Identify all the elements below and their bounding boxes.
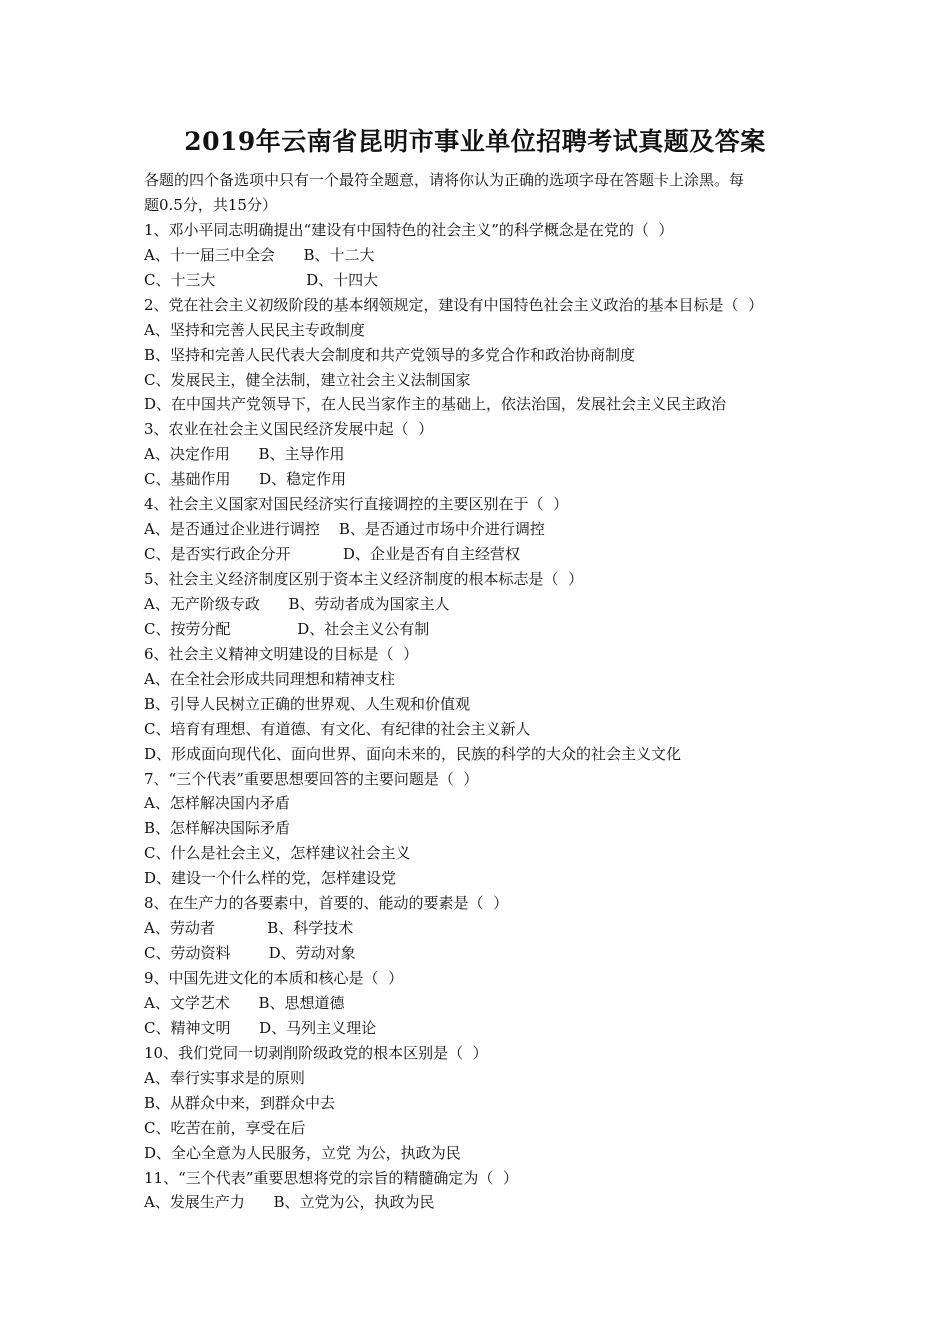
option-line: B、从群众中来，到群众中去 <box>144 1093 336 1112</box>
question-11: 11、“三个代表”重要思想将党的宗旨的精髓确定为（ ） <box>144 1168 518 1187</box>
option-line: C、吃苦在前，享受在后 <box>144 1118 306 1137</box>
option-line: A、怎样解决国内矛盾 <box>144 794 290 813</box>
options-line: C、基础作用 D、稳定作用 <box>144 470 347 489</box>
question-6: 6、社会主义精神文明建设的目标是（ ） <box>144 644 419 663</box>
options-line: A、是否通过企业进行调控 B、是否通过市场中介进行调控 <box>144 520 545 539</box>
options-line: C、是否实行政企分开 D、企业是否有自主经营权 <box>144 545 520 564</box>
options-line: C、按劳分配 D、社会主义公有制 <box>144 619 430 638</box>
option-line: A、坚持和完善人民民主专政制度 <box>144 320 365 339</box>
question-5: 5、社会主义经济制度区别于资本主义经济制度的根本标志是（ ） <box>144 570 584 588</box>
question-2: 2、党在社会主义初级阶段的基本纲领规定，建设有中国特色社会主义政治的基本目标是（ ） <box>144 295 764 314</box>
option-line: A、在全社会形成共同理想和精神支柱 <box>144 669 395 688</box>
options-line: A、劳动者 B、科学技术 <box>144 919 354 938</box>
document-title: 2019年云南省昆明市事业单位招聘考试真题及答案 <box>184 127 766 156</box>
options-line: C、十三大 D、十四大 <box>144 270 379 289</box>
option-line: C、发展民主，健全法制，建立社会主义法制国家 <box>144 370 471 389</box>
options-line: A、十一届三中全会 B、十二大 <box>144 245 375 264</box>
option-line: A、奉行实事求是的原则 <box>144 1068 305 1087</box>
option-line: C、什么是社会主义，怎样建议社会主义 <box>144 844 411 863</box>
intro-line: 题0.5分，共15分） <box>144 195 277 214</box>
options-line: A、无产阶级专政 B、劳动者成为国家主人 <box>144 594 450 613</box>
option-line: C、培育有理想、有道德、有文化、有纪律的社会主义新人 <box>144 719 531 738</box>
option-line: D、在中国共产党领导下，在人民当家作主的基础上，依法治国，发展社会主义民主政治 <box>144 395 727 414</box>
question-4: 4、社会主义国家对国民经济实行直接调控的主要区别在于（ ） <box>144 495 569 514</box>
option-line: D、建设一个什么样的党，怎样建设党 <box>144 869 397 888</box>
question-7: 7、“三个代表”重要思想要回答的主要问题是（ ） <box>144 769 479 788</box>
question-10: 10、我们党同一切剥削阶级政党的根本区别是（ ） <box>144 1043 488 1062</box>
options-line: C、精神文明 D、马列主义理论 <box>144 1018 377 1037</box>
option-line: D、形成面向现代化、面向世界、面向未来的，民族的科学的大众的社会主义文化 <box>144 744 682 763</box>
intro-line: 各题的四个备选项中只有一个最符全题意，请将你认为正确的选项字母在答题卡上涂黑。每 <box>144 171 745 189</box>
question-3: 3、农业在社会主义国民经济发展中起（ ） <box>144 420 434 439</box>
question-9: 9、中国先进文化的本质和核心是（ ） <box>144 969 404 987</box>
options-line: A、文学艺术 B、思想道德 <box>144 993 345 1012</box>
document-body <box>144 168 824 1215</box>
question-1: 1、邓小平同志明确提出“建设有中国特色的社会主义”的科学概念是在党的（ ） <box>144 220 674 239</box>
option-line: B、引导人民树立正确的世界观、人生观和价值观 <box>144 694 471 713</box>
options-line: A、发展生产力 B、立党为公，执政为民 <box>144 1193 435 1212</box>
option-line: D、全心全意为人民服务，立党 为公，执政为民 <box>144 1143 461 1162</box>
question-8: 8、在生产力的各要素中，首要的、能动的要素是（ ） <box>144 894 509 913</box>
options-line: C、劳动资料 D、劳动对象 <box>144 944 356 963</box>
option-line: B、坚持和完善人民代表大会制度和共产党领导的多党合作和政治协商制度 <box>144 345 636 364</box>
options-line: A、决定作用 B、主导作用 <box>144 445 345 464</box>
option-line: B、怎样解决国际矛盾 <box>144 819 291 838</box>
